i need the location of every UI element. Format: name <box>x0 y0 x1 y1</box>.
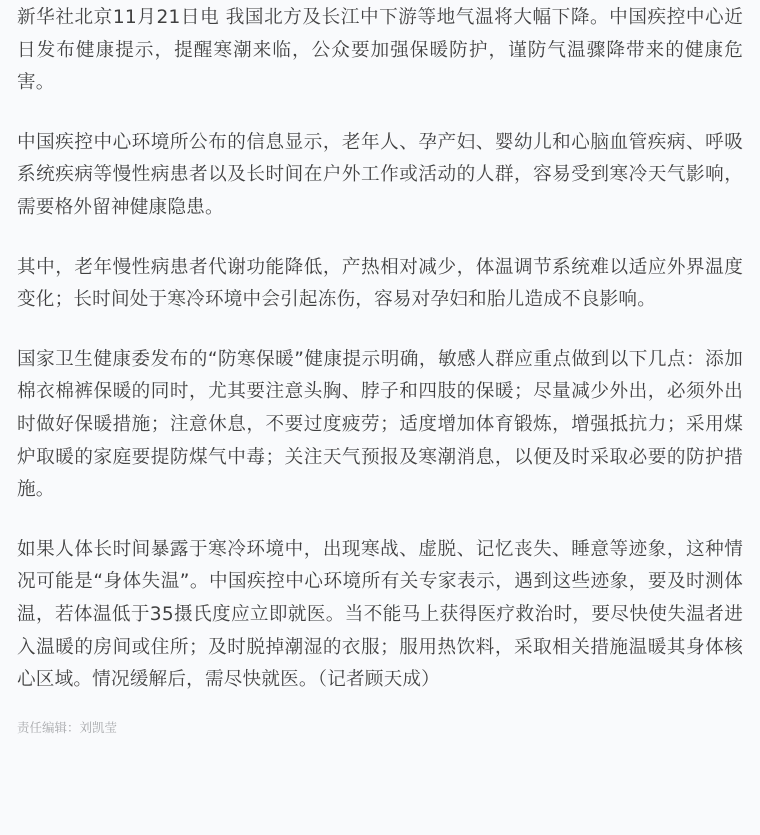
paragraph-2: 中国疾控中心环境所公布的信息显示，老年人、孕产妇、婴幼儿和心脑血管疾病、呼吸系统疾病等慢性病患者以及长时间在户外工作或活动的人群，容易受到寒冷天气影响，需要格外留神健康隐患。 <box>17 131 743 218</box>
paragraph-1: 新华社北京11月21日电 我国北方及长江中下游等地气温将大幅下降。中国疾控中心近日发布健康提示，提醒寒潮来临，公众要加强保暖防护，谨防气温骤降带来的健康危害。 <box>17 7 743 94</box>
paragraph-3: 其中，老年慢性病患者代谢功能降低，产热相对减少，体温调节系统难以适应外界温度变化；长时间处于寒冷环境中会引起冻伤，容易对孕妇和胎儿造成不良影响。 <box>17 256 743 311</box>
responsible-editor: 责任编辑：刘凯莹 <box>17 719 118 735</box>
paragraph-4: 国家卫生健康委发布的“防寒保暖”健康提示明确，敏感人群应重点做到以下几点：添加棉衣棉裤保暖的同时，尤其要注意头胸、脖子和四肢的保暖；尽量减少外出，必须外出时做好保暖措施；注意休息，不要过度疲劳；适度增加体育锻炼，增强抵抗力；采用煤炉取暖的家庭要提防煤气中毒；关注天气预报及寒潮消息，以便及时采取必要的防护措施。 <box>17 348 743 501</box>
paragraph-5: 如果人体长时间暴露于寒冷环境中，出现寒战、虚脱、记忆丧失、睡意等迹象，这种情况可能是“身体失温”。中国疾控中心环境所有关专家表示，遇到这些迹象，要及时测体温，若体温低于35摄氏度应立即就医。当不能马上获得医疗救治时，要尽快使失温者进入温暖的房间或住所；及时脱掉潮湿的衣服；服用热饮料，采取相关措施温暖其身体核心区域。情况缓解后，需尽快就医。（记者顾天成） <box>17 538 743 691</box>
